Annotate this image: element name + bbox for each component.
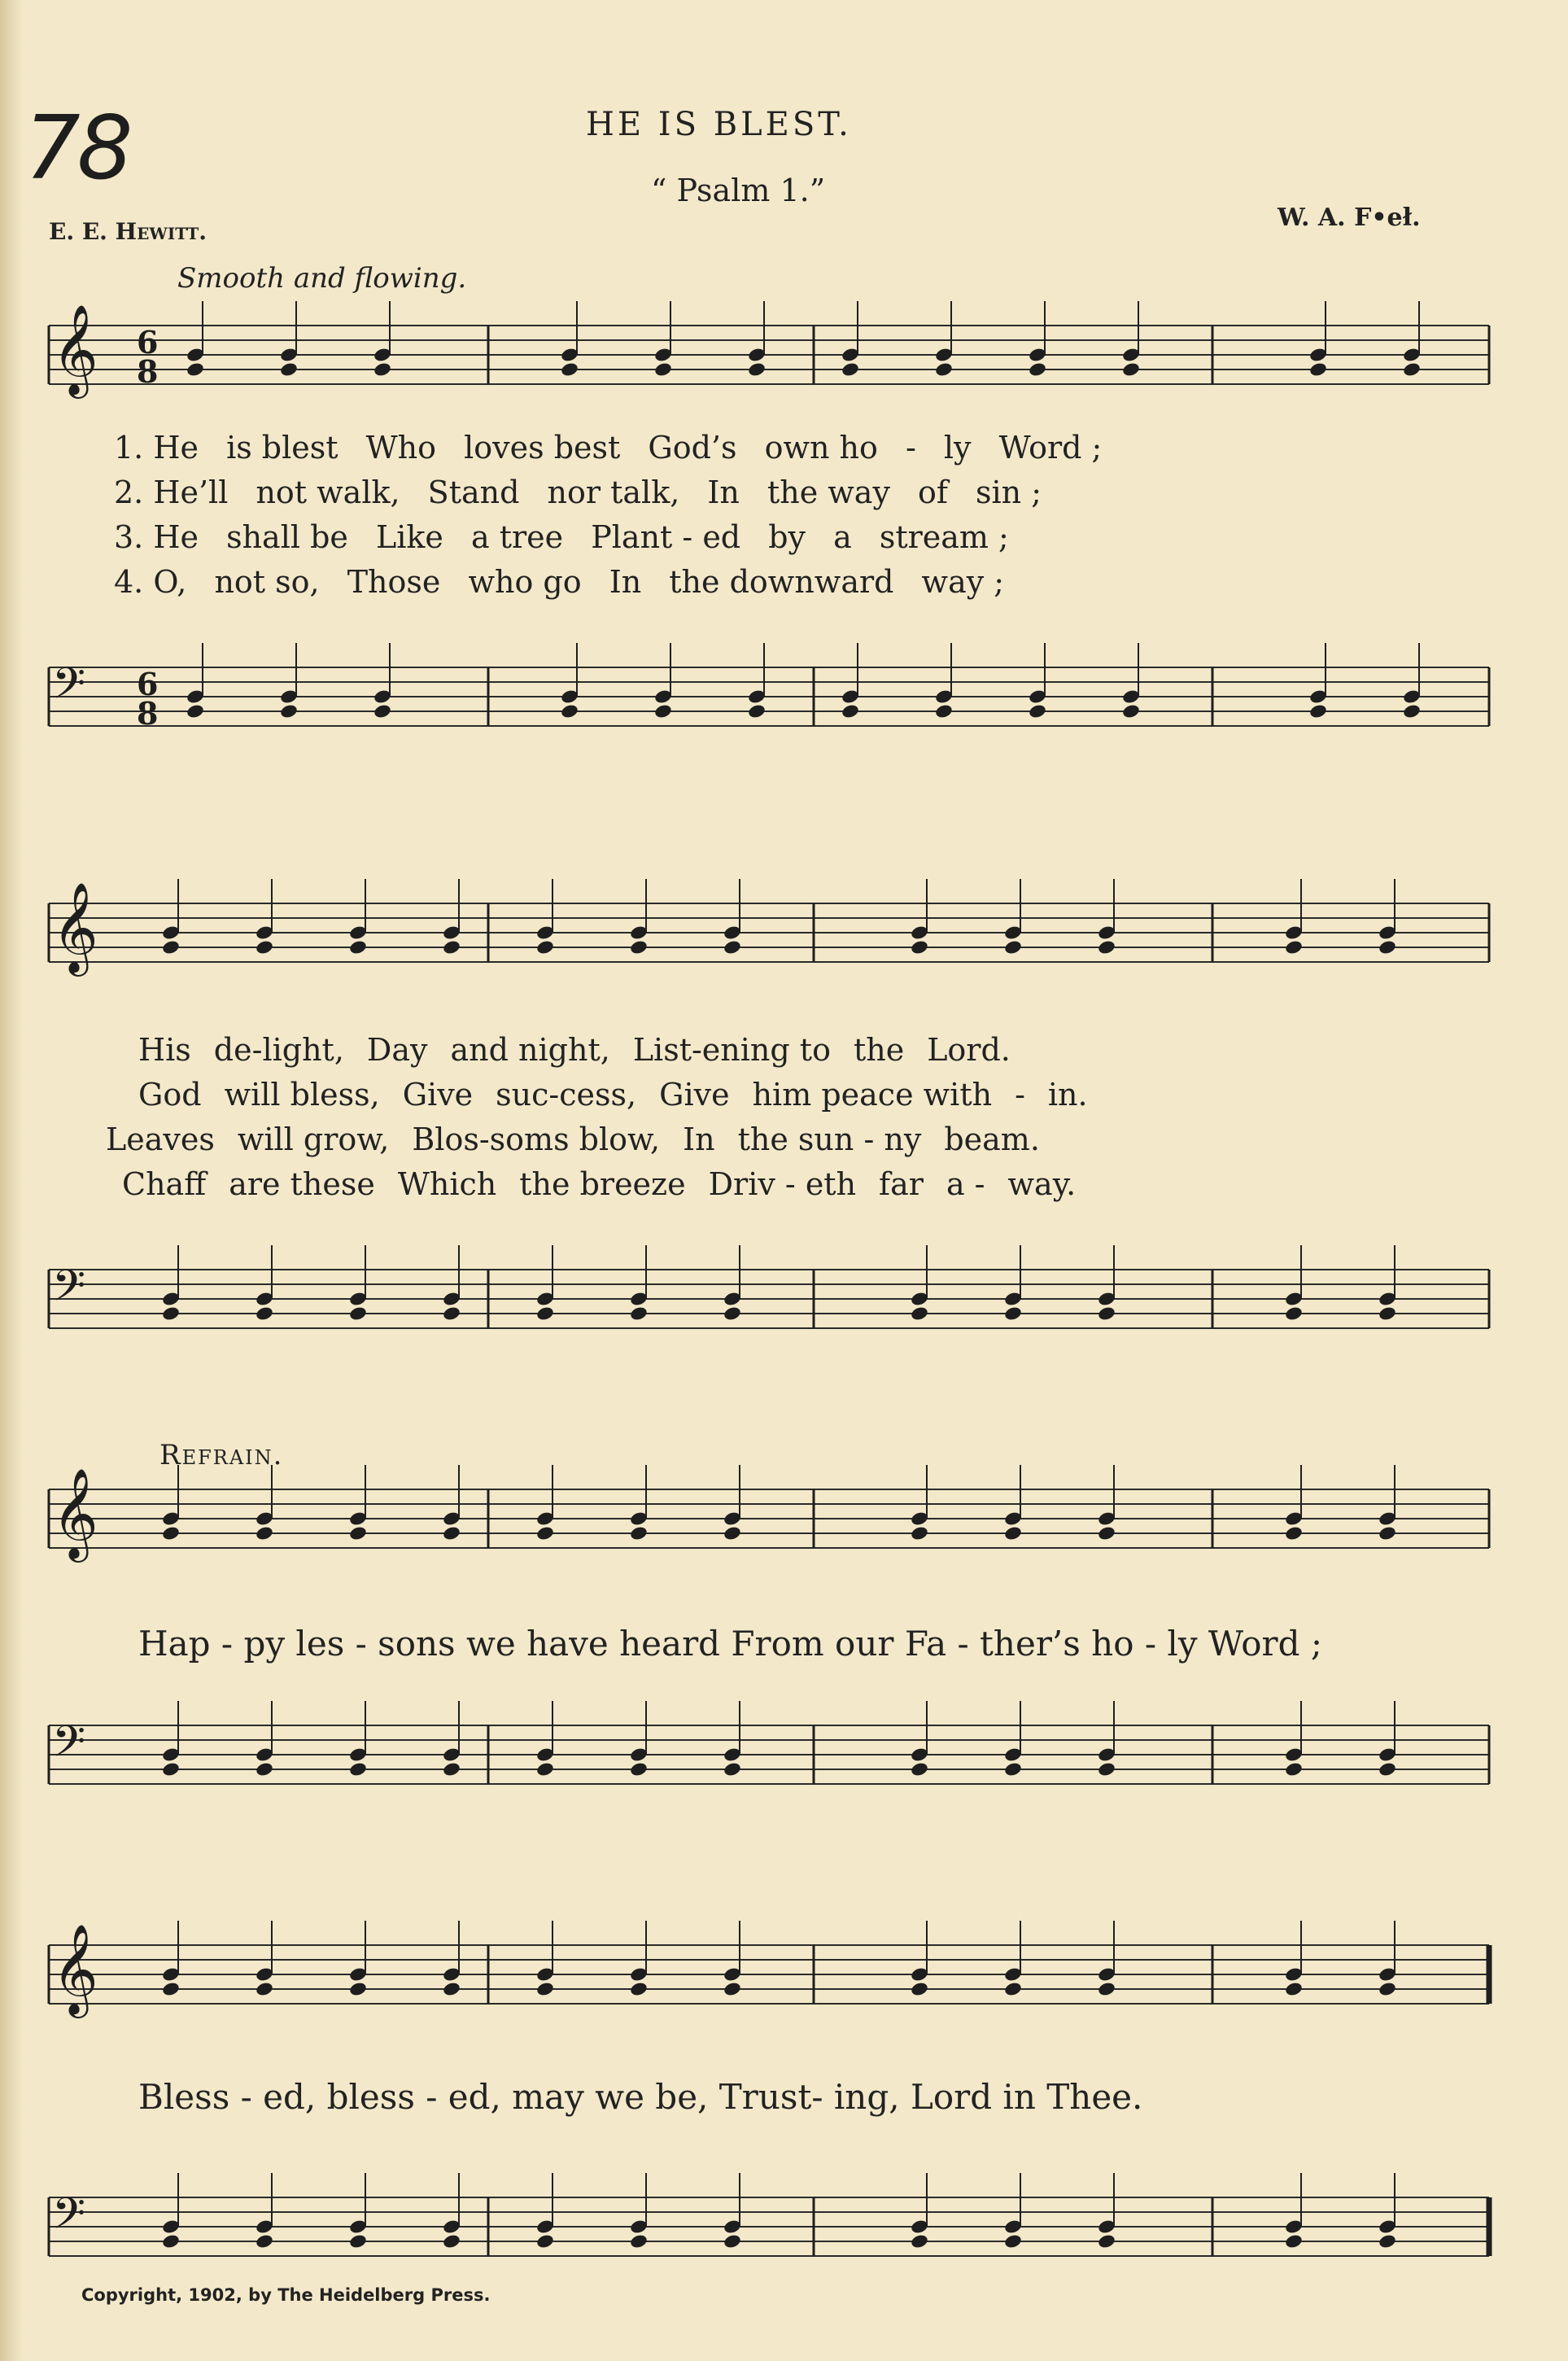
notehead xyxy=(442,1981,461,1997)
bass-clef-icon: 𝄢 xyxy=(52,659,86,719)
treble-clef-icon: 𝄞 xyxy=(52,881,98,973)
time-signature: 8 xyxy=(137,353,159,390)
lyric-word: will bless, xyxy=(224,1077,380,1113)
lyric-word: Leaves xyxy=(106,1121,215,1157)
notehead xyxy=(1097,2233,1116,2250)
notehead xyxy=(1097,1305,1116,1322)
notehead xyxy=(910,1761,929,1777)
notehead xyxy=(442,2233,461,2250)
notehead xyxy=(1284,939,1304,955)
lyric-word: who go xyxy=(468,564,592,600)
lyric-word: Driv - eth xyxy=(708,1166,857,1202)
verse-1-line1 xyxy=(114,430,1120,466)
lyric-word: nor talk, xyxy=(547,474,690,510)
lyric-word: of xyxy=(918,474,959,510)
author-credit: E. E. Hewitt. xyxy=(49,218,207,245)
lyric-word: sin ; xyxy=(976,474,1042,510)
notehead xyxy=(747,703,767,719)
hymn-number: 78 xyxy=(24,98,130,199)
lyric-word: a tree xyxy=(470,519,574,555)
notehead xyxy=(629,939,649,955)
notehead xyxy=(910,1525,929,1541)
lyric-word: Stand xyxy=(427,474,530,510)
notehead xyxy=(373,361,392,378)
notehead xyxy=(348,1525,368,1541)
bass-clef-icon: 𝄢 xyxy=(52,1717,86,1777)
notehead xyxy=(255,1525,274,1541)
notehead xyxy=(1284,2233,1304,2250)
notehead xyxy=(653,361,673,378)
refrain-label: Refrain. xyxy=(159,1439,284,1471)
notehead xyxy=(910,1981,929,1997)
lyric-word: a - xyxy=(946,1166,985,1202)
notehead xyxy=(348,939,368,955)
time-signature: 8 xyxy=(137,695,159,732)
notehead xyxy=(723,2233,742,2250)
notehead xyxy=(1028,703,1047,719)
verse-4-line2 xyxy=(122,1166,1098,1202)
system-2-treble-staff xyxy=(0,863,1568,1025)
notehead xyxy=(255,1981,274,1997)
notehead xyxy=(1402,361,1422,378)
lyric-word: will grow, xyxy=(237,1121,390,1157)
notehead xyxy=(1284,1525,1304,1541)
treble-clef-icon: 𝄞 xyxy=(52,1467,98,1559)
time-signature: 6 xyxy=(137,324,159,361)
notehead xyxy=(442,1525,461,1541)
notehead xyxy=(255,1761,274,1777)
lyric-word: - xyxy=(905,430,926,466)
notehead xyxy=(1378,939,1397,955)
lyric-word: way. xyxy=(1007,1166,1077,1202)
notehead xyxy=(1378,1305,1397,1322)
lyric-word: ly xyxy=(943,430,981,466)
notehead xyxy=(1097,939,1116,955)
composer-credit: W. A. F•eł. xyxy=(1278,203,1421,232)
notehead xyxy=(161,1305,181,1322)
lyric-word: Those xyxy=(347,564,451,600)
lyric-word: Lord. xyxy=(927,1032,1011,1068)
verse-3-line2 xyxy=(106,1121,1063,1157)
system-1-treble-staff xyxy=(0,301,1568,448)
lyric-word: beam. xyxy=(944,1121,1040,1157)
lyric-word: own ho xyxy=(764,430,888,466)
notehead xyxy=(629,1525,649,1541)
notehead xyxy=(1121,703,1141,719)
notehead xyxy=(1003,2233,1023,2250)
lyric-word: He xyxy=(153,430,209,466)
lyric-word: loves best xyxy=(464,430,631,466)
notehead xyxy=(934,361,954,378)
lyric-word: His xyxy=(138,1032,191,1068)
notehead xyxy=(1121,361,1141,378)
lyric-word: List-ening to xyxy=(632,1032,831,1068)
lyric-word: O, xyxy=(153,564,197,600)
lyric-word: the way xyxy=(767,474,900,510)
treble-clef-icon: 𝄞 xyxy=(52,1923,98,2014)
notehead xyxy=(841,703,860,719)
lyric-word: way ; xyxy=(921,564,1005,600)
notehead xyxy=(535,1761,555,1777)
notehead xyxy=(723,1761,742,1777)
lyric-word: Chaff xyxy=(122,1166,207,1202)
lyric-word: He xyxy=(153,519,209,555)
notehead xyxy=(161,1525,181,1541)
lyric-word: not walk, xyxy=(256,474,410,510)
verse-2-line1 xyxy=(114,474,1059,510)
lyric-word: de-light, xyxy=(213,1032,344,1068)
refrain-treble-staff-1 xyxy=(0,1457,1568,1595)
notehead xyxy=(161,2233,181,2250)
notehead xyxy=(629,2233,649,2250)
notehead xyxy=(1378,2233,1397,2250)
lyric-word: are these xyxy=(229,1166,375,1202)
verse-4-line1 xyxy=(114,564,1022,600)
notehead xyxy=(255,1305,274,1322)
notehead xyxy=(1097,1981,1116,1997)
notehead xyxy=(535,939,555,955)
verse-2-line2 xyxy=(138,1077,1111,1113)
lyric-word: Like xyxy=(375,519,453,555)
notehead xyxy=(348,1305,368,1322)
lyric-word: suc-cess, xyxy=(496,1077,637,1113)
notehead xyxy=(560,703,579,719)
notehead xyxy=(348,1981,368,1997)
notehead xyxy=(348,2233,368,2250)
notehead xyxy=(723,939,742,955)
lyric-word: far xyxy=(879,1166,924,1202)
lyric-word: the breeze xyxy=(519,1166,686,1202)
notehead xyxy=(1003,1305,1023,1322)
refrain-treble-staff-2 xyxy=(0,1913,1568,2051)
notehead xyxy=(1308,361,1328,378)
lyric-word: Day xyxy=(366,1032,428,1068)
lyric-word: the sun - ny xyxy=(737,1121,922,1157)
lyric-word: In xyxy=(609,564,652,600)
time-signature: 6 xyxy=(137,666,159,702)
notehead xyxy=(629,1761,649,1777)
notehead xyxy=(910,939,929,955)
lyric-word: God xyxy=(138,1077,202,1113)
verse-1-line2 xyxy=(138,1032,1033,1068)
notehead xyxy=(161,1981,181,1997)
notehead xyxy=(1284,1981,1304,1997)
notehead xyxy=(1003,1761,1023,1777)
lyric-word: a xyxy=(833,519,862,555)
notehead xyxy=(629,1305,649,1322)
notehead xyxy=(1003,939,1023,955)
notehead xyxy=(841,361,860,378)
notehead xyxy=(1378,1981,1397,1997)
lyric-word: Who xyxy=(365,430,447,466)
notehead xyxy=(723,1525,742,1541)
notehead xyxy=(1284,1305,1304,1322)
notehead xyxy=(279,361,299,378)
notehead xyxy=(723,1305,742,1322)
notehead xyxy=(535,1305,555,1322)
hymn-subtitle: “ Psalm 1.” xyxy=(651,173,826,208)
copyright-notice: Copyright, 1902, by The Heidelberg Press. xyxy=(81,2285,491,2305)
notehead xyxy=(629,1981,649,1997)
notehead xyxy=(1028,361,1047,378)
notehead xyxy=(560,361,579,378)
refrain-bass-staff-1 xyxy=(0,1693,1568,1847)
lyric-word: not so, xyxy=(214,564,330,600)
notehead xyxy=(535,2233,555,2250)
tempo-marking: Smooth and flowing. xyxy=(177,262,467,295)
lyric-word: Give xyxy=(659,1077,730,1113)
lyric-word: In xyxy=(707,474,749,510)
treble-clef-icon: 𝄞 xyxy=(52,304,98,395)
verse-3-line1 xyxy=(114,519,1027,555)
lyric-word: In xyxy=(683,1121,715,1157)
lyric-word: Blos-soms blow, xyxy=(412,1121,661,1157)
notehead xyxy=(442,1305,461,1322)
notehead xyxy=(442,939,461,955)
notehead xyxy=(186,361,205,378)
notehead xyxy=(442,1761,461,1777)
notehead xyxy=(1284,1761,1304,1777)
bass-clef-icon: 𝄢 xyxy=(52,1261,86,1322)
notehead xyxy=(910,2233,929,2250)
notehead xyxy=(1097,1525,1116,1541)
verse-number: 1. xyxy=(114,430,154,466)
notehead xyxy=(161,939,181,955)
lyric-word: by xyxy=(768,519,816,555)
lyric-word: the xyxy=(853,1032,905,1068)
refrain-lyrics-line1: Hap - py les - sons we have heard From our Fa - ther’s ho - ly Word ; xyxy=(138,1624,1322,1664)
notehead xyxy=(910,1305,929,1322)
lyric-word: him peace with xyxy=(752,1077,993,1113)
notehead xyxy=(723,1981,742,1997)
hymn-title: HE IS BLEST. xyxy=(586,106,852,143)
system-2-bass-staff xyxy=(0,1221,1568,1400)
notehead xyxy=(279,703,299,719)
lyric-word: Give xyxy=(402,1077,474,1113)
notehead xyxy=(255,2233,274,2250)
notehead xyxy=(186,703,205,719)
notehead xyxy=(161,1761,181,1777)
lyric-word: Plant - ed xyxy=(591,519,751,555)
notehead xyxy=(255,939,274,955)
lyric-word: Which xyxy=(397,1166,497,1202)
refrain-lyrics-line2: Bless - ed, bless - ed, may we be, Trust- ing, Lord in Thee. xyxy=(138,2077,1143,2117)
notehead xyxy=(348,1761,368,1777)
verse-number: 3. xyxy=(114,519,154,555)
notehead xyxy=(653,703,673,719)
lyric-word: shall be xyxy=(226,519,358,555)
system-1-bass-staff xyxy=(0,627,1568,798)
notehead xyxy=(535,1981,555,1997)
lyric-word: God’s xyxy=(648,430,747,466)
notehead xyxy=(535,1525,555,1541)
verse-number: 2. xyxy=(114,474,154,510)
lyric-word: in. xyxy=(1047,1077,1088,1113)
bass-clef-icon: 𝄢 xyxy=(52,2189,86,2250)
lyric-word: stream ; xyxy=(879,519,1009,555)
notehead xyxy=(1003,1981,1023,1997)
lyric-word: Word ; xyxy=(998,430,1103,466)
lyric-word: is blest xyxy=(226,430,348,466)
notehead xyxy=(373,703,392,719)
verse-number: 4. xyxy=(114,564,154,600)
lyric-word: - xyxy=(1015,1077,1025,1113)
notehead xyxy=(1378,1525,1397,1541)
lyric-word: and night, xyxy=(450,1032,610,1068)
lyric-word: He’ll xyxy=(153,474,238,510)
notehead xyxy=(1003,1525,1023,1541)
notehead xyxy=(934,703,954,719)
notehead xyxy=(1402,703,1422,719)
notehead xyxy=(1308,703,1328,719)
lyric-word: the downward xyxy=(669,564,904,600)
notehead xyxy=(1378,1761,1397,1777)
notehead xyxy=(1097,1761,1116,1777)
notehead xyxy=(747,361,767,378)
